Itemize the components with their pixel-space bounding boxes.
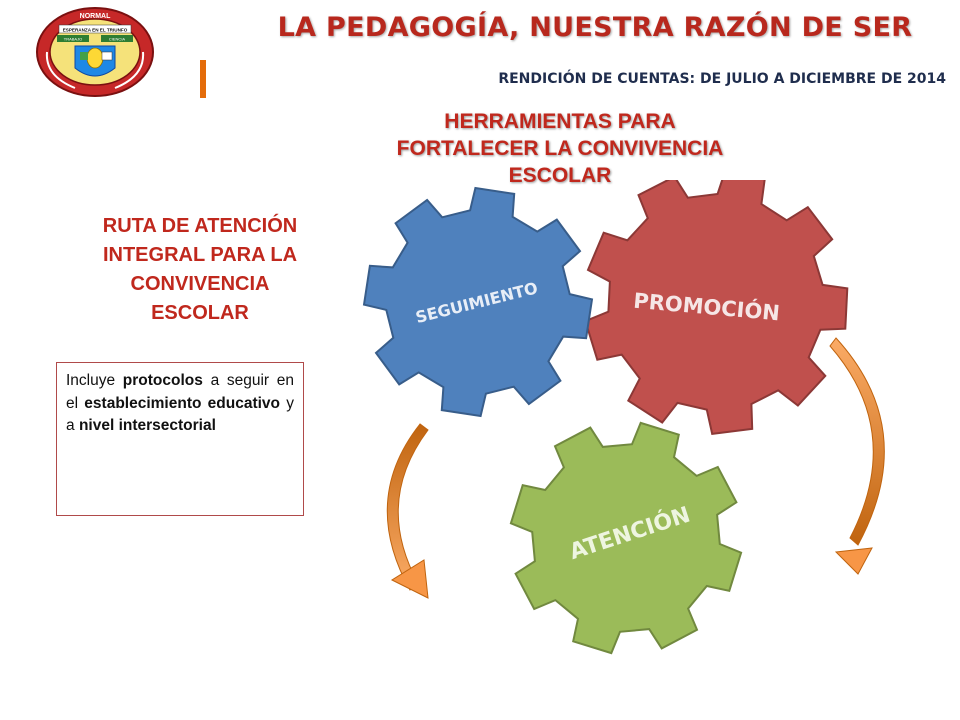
section-title [330,108,790,189]
gear-atencion-label: ATENCIÓN [566,502,694,566]
info-bold-intersectoral: nivel intersectorial [78,417,216,434]
school-crest-logo [35,6,155,98]
section-title-line3: ESCOLAR [508,164,612,187]
arrowhead-right-icon [836,548,872,574]
logo-ring-text: NORMAL [79,13,111,20]
curved-arrow-right-icon [830,338,884,545]
info-bold-protocols: protocolos [122,372,203,389]
info-text-3: y a [66,394,295,434]
logo-motto: ESPERANZA EN EL TRIUNFO [62,27,128,33]
route-title-line2: INTEGRAL PARA LA [102,244,298,266]
route-title-line3: CONVIVENCIA [130,273,270,295]
gear-promocion-label: PROMOCIÓN [632,288,781,326]
subtitle-bar [200,60,960,98]
route-title-line1: RUTA DE ATENCIÓN [102,215,298,237]
info-box [56,362,304,516]
route-title-line4: ESCOLAR [151,302,249,324]
section-title-line2: FORTALECER LA CONVIVENCIA [396,137,724,160]
gears-diagram [330,180,960,720]
gear-seguimiento-label: SEGUIMIENTO [413,278,540,328]
info-bold-establishment: establecimiento educativo [84,394,281,412]
section-title-line1: HERRAMIENTAS PARA [444,110,676,133]
logo-left-ribbon: TRABAJO [63,36,83,42]
logo-right-ribbon: CIENCIA [108,36,126,42]
subtitle: RENDICIÓN DE CUENTAS: DE JULIO A DICIEMBRE DE 2014 [498,71,946,87]
main-title: LA PEDAGOGÍA, NUESTRA RAZÓN DE SER [277,12,913,43]
info-text-1: Incluye [66,372,123,389]
route-title [55,212,345,328]
info-text-2: a seguir en el [66,372,295,412]
subtitle-bar-inner [206,60,960,98]
